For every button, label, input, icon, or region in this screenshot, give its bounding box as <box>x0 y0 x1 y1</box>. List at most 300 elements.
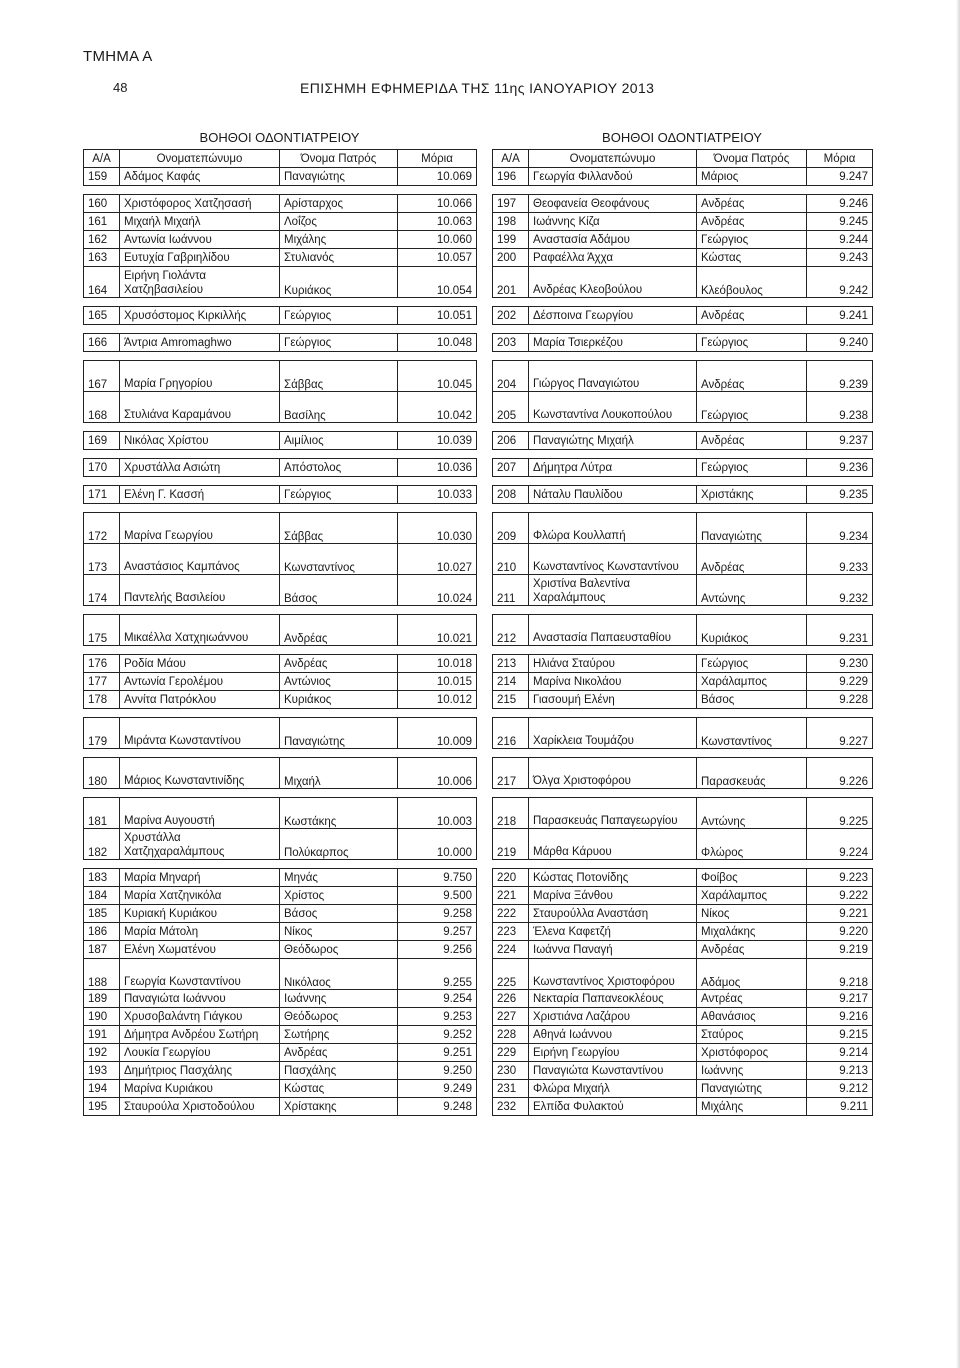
cell-aa: 173 <box>84 544 120 575</box>
cell-score: 10.069 <box>398 168 477 186</box>
row-spacer <box>493 423 873 432</box>
table-row <box>84 758 477 789</box>
header-aa: Α/Α <box>84 150 120 168</box>
table-row <box>493 361 873 392</box>
row-spacer <box>84 606 477 615</box>
cell-score: 9.257 <box>398 923 477 941</box>
table-row <box>493 213 873 231</box>
row-spacer-cell <box>493 749 873 758</box>
cell-aa: 170 <box>84 459 120 477</box>
cell-score: 9.256 <box>398 941 477 959</box>
cell-aa: 232 <box>493 1098 529 1116</box>
table-row <box>493 486 873 504</box>
cell-name: Δήμητρα Ανδρέου Σωτήρη <box>120 1026 280 1044</box>
cell-name: Μαρίνα Αυγουστή <box>120 798 280 829</box>
cell-score: 9.218 <box>807 959 873 990</box>
cell-score: 9.235 <box>807 486 873 504</box>
table-row <box>84 959 477 990</box>
left-table-caption: ΒΟΗΘΟΙ ΟΔΟΝΤΙΑΤΡΕΙΟΥ <box>199 130 360 145</box>
cell-aa: 182 <box>84 829 120 860</box>
cell-name: Έλενα Καφετζή <box>529 923 697 941</box>
cell-father: Κωνσταντίνος <box>697 718 807 749</box>
cell-score: 10.030 <box>398 513 477 544</box>
cell-father: Πολύκαρπος <box>280 829 398 860</box>
cell-aa: 178 <box>84 691 120 709</box>
cell-father: Αθανάσιος <box>697 1008 807 1026</box>
row-spacer-cell <box>493 477 873 486</box>
cell-name: Ροδία Μάου <box>120 655 280 673</box>
table-row <box>493 513 873 544</box>
cell-father: Φοίβος <box>697 869 807 887</box>
table-row <box>493 959 873 990</box>
cell-aa: 201 <box>493 267 529 298</box>
cell-aa: 189 <box>84 990 120 1008</box>
table-row <box>493 459 873 477</box>
table-row <box>84 923 477 941</box>
cell-name: Χρυσοβαλάντη Γιάγκου <box>120 1008 280 1026</box>
cell-name: Θεοφανεία Θεοφάνους <box>529 195 697 213</box>
cell-aa: 195 <box>84 1098 120 1116</box>
cell-father: Μιχαήλ <box>280 758 398 789</box>
cell-score: 9.241 <box>807 307 873 325</box>
cell-name: Μαρία Γρηγορίου <box>120 361 280 392</box>
cell-score: 9.232 <box>807 575 873 606</box>
cell-score: 10.060 <box>398 231 477 249</box>
cell-score: 10.063 <box>398 213 477 231</box>
cell-score: 10.051 <box>398 307 477 325</box>
cell-aa: 226 <box>493 990 529 1008</box>
cell-score: 9.240 <box>807 334 873 352</box>
table-row <box>493 307 873 325</box>
cell-aa: 215 <box>493 691 529 709</box>
cell-aa: 202 <box>493 307 529 325</box>
cell-father: Βασίλης <box>280 392 398 423</box>
row-spacer <box>84 477 477 486</box>
right-table-header-row <box>493 150 873 168</box>
cell-father: Κωστάκης <box>280 798 398 829</box>
cell-name: Ελπίδα Φυλακτού <box>529 1098 697 1116</box>
cell-father: Ανδρέας <box>697 432 807 450</box>
cell-aa: 228 <box>493 1026 529 1044</box>
cell-father: Απόστολος <box>280 459 398 477</box>
cell-aa: 175 <box>84 615 120 646</box>
cell-name: Μάρθα Κάρυου <box>529 829 697 860</box>
cell-aa: 207 <box>493 459 529 477</box>
cell-father: Αντώνης <box>697 575 807 606</box>
cell-score: 10.012 <box>398 691 477 709</box>
cell-aa: 214 <box>493 673 529 691</box>
cell-name: Λουκία Γεωργίου <box>120 1044 280 1062</box>
cell-aa: 194 <box>84 1080 120 1098</box>
cell-aa: 196 <box>493 168 529 186</box>
cell-aa: 161 <box>84 213 120 231</box>
row-spacer <box>84 860 477 869</box>
cell-name: Ελένη Γ. Κασσή <box>120 486 280 504</box>
cell-score: 9.250 <box>398 1062 477 1080</box>
cell-score: 10.054 <box>398 267 477 298</box>
table-row <box>84 615 477 646</box>
cell-name: Ιωάννης Κίζα <box>529 213 697 231</box>
cell-name: Γεωργία Κωνσταντίνου <box>120 959 280 990</box>
row-spacer <box>493 186 873 195</box>
cell-father: Βάσος <box>280 905 398 923</box>
table-row <box>493 887 873 905</box>
cell-father: Ανδρέας <box>697 307 807 325</box>
cell-score: 10.066 <box>398 195 477 213</box>
table-row <box>493 1044 873 1062</box>
cell-aa: 218 <box>493 798 529 829</box>
cell-aa: 177 <box>84 673 120 691</box>
table-row <box>84 905 477 923</box>
row-spacer-cell <box>493 504 873 513</box>
cell-aa: 216 <box>493 718 529 749</box>
row-spacer <box>493 450 873 459</box>
table-row <box>84 307 477 325</box>
left-table-header-row <box>84 150 477 168</box>
cell-score: 9.246 <box>807 195 873 213</box>
cell-father: Γεώργιος <box>697 392 807 423</box>
cell-score: 10.033 <box>398 486 477 504</box>
cell-aa: 165 <box>84 307 120 325</box>
cell-score: 9.211 <box>807 1098 873 1116</box>
cell-score: 9.224 <box>807 829 873 860</box>
cell-name: Ιωάννα Παναγή <box>529 941 697 959</box>
cell-name: Αντωνία Ιωάννου <box>120 231 280 249</box>
cell-score: 9.214 <box>807 1044 873 1062</box>
row-spacer-cell <box>493 423 873 432</box>
table-row <box>84 718 477 749</box>
cell-father: Γεώργιος <box>697 655 807 673</box>
cell-aa: 176 <box>84 655 120 673</box>
cell-name: Σταυρούλα Χριστοδούλου <box>120 1098 280 1116</box>
table-row <box>84 1026 477 1044</box>
cell-score: 10.027 <box>398 544 477 575</box>
table-row <box>493 392 873 423</box>
cell-score: 10.048 <box>398 334 477 352</box>
cell-score: 9.215 <box>807 1026 873 1044</box>
cell-aa: 213 <box>493 655 529 673</box>
row-spacer <box>493 860 873 869</box>
header-father: Όνομα Πατρός <box>280 150 398 168</box>
cell-father: Χαράλαμπος <box>697 887 807 905</box>
cell-score: 9.750 <box>398 869 477 887</box>
table-row <box>84 1044 477 1062</box>
cell-name: Κωνσταντίνα Λουκοπούλου <box>529 392 697 423</box>
cell-father: Σάββας <box>280 513 398 544</box>
table-row <box>84 544 477 575</box>
cell-name: Ευτυχία Γαβριηλίδου <box>120 249 280 267</box>
cell-name: Αναστασία Παπαευσταθίου <box>529 615 697 646</box>
table-row <box>493 249 873 267</box>
row-spacer <box>84 749 477 758</box>
cell-aa: 204 <box>493 361 529 392</box>
table-row <box>493 905 873 923</box>
cell-name: Χριστιάνα Λαζάρου <box>529 1008 697 1026</box>
cell-score: 9.255 <box>398 959 477 990</box>
table-row <box>493 195 873 213</box>
cell-name: Άντρια Amromaghwo <box>120 334 280 352</box>
cell-score: 10.018 <box>398 655 477 673</box>
cell-father: Κυριάκος <box>280 267 398 298</box>
row-spacer <box>493 352 873 361</box>
row-spacer <box>493 298 873 307</box>
cell-father: Κώστας <box>697 249 807 267</box>
row-spacer <box>493 646 873 655</box>
cell-score: 9.230 <box>807 655 873 673</box>
cell-father: Ανδρέας <box>697 195 807 213</box>
row-spacer <box>493 789 873 798</box>
cell-father: Νίκος <box>280 923 398 941</box>
cell-name: Ελένη Χωματένου <box>120 941 280 959</box>
header-father: Όνομα Πατρός <box>697 150 807 168</box>
cell-score: 9.253 <box>398 1008 477 1026</box>
cell-name: Ειρήνη Γεωργίου <box>529 1044 697 1062</box>
table-row <box>493 655 873 673</box>
table-row <box>84 213 477 231</box>
cell-father: Χρίστος <box>280 887 398 905</box>
cell-father: Βάσος <box>280 575 398 606</box>
cell-father: Ανδρέας <box>280 655 398 673</box>
table-row <box>493 267 873 298</box>
row-spacer-cell <box>84 325 477 334</box>
table-row <box>84 798 477 829</box>
cell-name: Παναγιώτης Μιχαήλ <box>529 432 697 450</box>
table-row <box>493 829 873 860</box>
cell-name: Μαρία Τσιερκέζου <box>529 334 697 352</box>
table-row <box>493 168 873 186</box>
cell-name: Αννίτα Πατρόκλου <box>120 691 280 709</box>
cell-name: Αντωνία Γερολέμου <box>120 673 280 691</box>
cell-score: 9.212 <box>807 1080 873 1098</box>
cell-father: Νίκος <box>697 905 807 923</box>
table-row <box>493 718 873 749</box>
row-spacer <box>84 646 477 655</box>
table-row <box>84 168 477 186</box>
cell-aa: 187 <box>84 941 120 959</box>
cell-aa: 205 <box>493 392 529 423</box>
table-row <box>493 673 873 691</box>
table-row <box>493 691 873 709</box>
table-row <box>84 1080 477 1098</box>
cell-name: Αδάμος Καφάς <box>120 168 280 186</box>
table-row <box>84 249 477 267</box>
cell-aa: 217 <box>493 758 529 789</box>
table-row <box>84 673 477 691</box>
cell-aa: 198 <box>493 213 529 231</box>
table-row <box>493 798 873 829</box>
cell-father: Σταύρος <box>697 1026 807 1044</box>
left-table-body <box>84 168 477 1116</box>
cell-aa: 179 <box>84 718 120 749</box>
cell-name: Κωνσταντίνος Χριστοφόρου <box>529 959 697 990</box>
table-row <box>84 869 477 887</box>
cell-aa: 219 <box>493 829 529 860</box>
table-row <box>493 615 873 646</box>
cell-score: 10.045 <box>398 361 477 392</box>
cell-aa: 230 <box>493 1062 529 1080</box>
cell-aa: 163 <box>84 249 120 267</box>
cell-name: Χρυστάλλα Ασιώτη <box>120 459 280 477</box>
cell-aa: 169 <box>84 432 120 450</box>
row-spacer-cell <box>493 606 873 615</box>
cell-score: 9.231 <box>807 615 873 646</box>
cell-score: 9.252 <box>398 1026 477 1044</box>
table-row <box>84 829 477 860</box>
cell-score: 9.242 <box>807 267 873 298</box>
cell-aa: 200 <box>493 249 529 267</box>
row-spacer <box>493 709 873 718</box>
cell-aa: 224 <box>493 941 529 959</box>
cell-name: Κωνσταντίνος Κωνσταντίνου <box>529 544 697 575</box>
row-spacer-cell <box>493 186 873 195</box>
cell-score: 9.237 <box>807 432 873 450</box>
cell-name: Δέσποινα Γεωργίου <box>529 307 697 325</box>
cell-aa: 186 <box>84 923 120 941</box>
row-spacer-cell <box>493 709 873 718</box>
cell-score: 9.251 <box>398 1044 477 1062</box>
cell-aa: 159 <box>84 168 120 186</box>
cell-father: Παναγιώτης <box>697 513 807 544</box>
cell-father: Βάσος <box>697 691 807 709</box>
cell-aa: 160 <box>84 195 120 213</box>
cell-score: 10.042 <box>398 392 477 423</box>
table-row <box>493 1062 873 1080</box>
cell-score: 10.039 <box>398 432 477 450</box>
cell-father: Χαράλαμπος <box>697 673 807 691</box>
left-table <box>83 149 477 1116</box>
cell-name: Χριστόφορος Χατζησασή <box>120 195 280 213</box>
cell-name: Νεκταρία Παπανεοκλέους <box>529 990 697 1008</box>
cell-name: Μάριος Κωνσταντινίδης <box>120 758 280 789</box>
table-row <box>84 459 477 477</box>
cell-score: 9.220 <box>807 923 873 941</box>
cell-name: Νάταλυ Παυλίδου <box>529 486 697 504</box>
cell-name: Φλώρα Μιχαήλ <box>529 1080 697 1098</box>
cell-father: Γεώργιος <box>280 334 398 352</box>
cell-name: Μαρία Χατζηνικόλα <box>120 887 280 905</box>
cell-name: Μαρίνα Ξάνθου <box>529 887 697 905</box>
cell-aa: 197 <box>493 195 529 213</box>
cell-name: Χριστίνα Βαλεντίνα Χαραλάμπους <box>529 575 697 606</box>
cell-aa: 171 <box>84 486 120 504</box>
cell-father: Αιμίλιος <box>280 432 398 450</box>
table-row <box>84 1008 477 1026</box>
row-spacer <box>84 423 477 432</box>
cell-name: Παναγιώτα Κωνσταντίνου <box>529 1062 697 1080</box>
row-spacer-cell <box>84 423 477 432</box>
cell-score: 9.249 <box>398 1080 477 1098</box>
table-row <box>493 941 873 959</box>
cell-aa: 229 <box>493 1044 529 1062</box>
table-row <box>493 231 873 249</box>
row-spacer-cell <box>84 504 477 513</box>
right-table <box>492 149 873 1116</box>
cell-name: Γεωργία Φιλλανδού <box>529 168 697 186</box>
cell-father: Γεώργιος <box>280 307 398 325</box>
cell-score: 9.243 <box>807 249 873 267</box>
cell-father: Παναγιώτης <box>280 718 398 749</box>
table-row <box>493 758 873 789</box>
cell-score: 9.500 <box>398 887 477 905</box>
row-spacer-cell <box>84 298 477 307</box>
table-row <box>493 869 873 887</box>
cell-score: 9.245 <box>807 213 873 231</box>
row-spacer-cell <box>84 646 477 655</box>
gazette-title: ΕΠΙΣΗΜΗ ΕΦΗΜΕΡΙΔΑ ΤΗΣ 11ης ΙΑΝΟΥΑΡΙΟΥ 2013 <box>300 80 655 96</box>
cell-father: Παρασκευάς <box>697 758 807 789</box>
cell-father: Γεώργιος <box>697 334 807 352</box>
cell-aa: 164 <box>84 267 120 298</box>
table-row <box>493 990 873 1008</box>
cell-score: 9.223 <box>807 869 873 887</box>
cell-aa: 191 <box>84 1026 120 1044</box>
cell-score: 9.247 <box>807 168 873 186</box>
cell-father: Παναγιώτης <box>697 1080 807 1098</box>
header-name: Ονοματεπώνυμο <box>529 150 697 168</box>
table-row <box>84 361 477 392</box>
row-spacer-cell <box>84 709 477 718</box>
scan-edge <box>956 0 960 1368</box>
table-row <box>84 392 477 423</box>
cell-name: Χρυσόστομος Κιρκιλλής <box>120 307 280 325</box>
cell-father: Γεώργιος <box>697 459 807 477</box>
cell-father: Παναγιώτης <box>280 168 398 186</box>
cell-aa: 225 <box>493 959 529 990</box>
cell-name: Ειρήνη Γιολάντα Χατζηβασιλείου <box>120 267 280 298</box>
cell-aa: 210 <box>493 544 529 575</box>
cell-score: 9.216 <box>807 1008 873 1026</box>
cell-aa: 181 <box>84 798 120 829</box>
row-spacer <box>493 477 873 486</box>
cell-aa: 190 <box>84 1008 120 1026</box>
row-spacer <box>84 298 477 307</box>
table-row <box>493 1080 873 1098</box>
row-spacer <box>493 606 873 615</box>
cell-aa: 227 <box>493 1008 529 1026</box>
cell-name: Παρασκευάς Παπαγεωργίου <box>529 798 697 829</box>
cell-father: Κυριάκος <box>280 691 398 709</box>
cell-score: 10.003 <box>398 798 477 829</box>
row-spacer-cell <box>493 325 873 334</box>
cell-aa: 220 <box>493 869 529 887</box>
cell-score: 10.009 <box>398 718 477 749</box>
cell-name: Γιώργος Παναγιώτου <box>529 361 697 392</box>
cell-score: 9.225 <box>807 798 873 829</box>
cell-score: 10.015 <box>398 673 477 691</box>
cell-score: 9.258 <box>398 905 477 923</box>
row-spacer-cell <box>84 352 477 361</box>
right-table-block <box>492 127 872 1116</box>
table-row <box>84 195 477 213</box>
header-aa: Α/Α <box>493 150 529 168</box>
row-spacer <box>84 789 477 798</box>
cell-father: Μιχαλάκης <box>697 923 807 941</box>
table-row <box>493 575 873 606</box>
cell-score: 10.057 <box>398 249 477 267</box>
cell-father: Αδάμος <box>697 959 807 990</box>
cell-father: Χριστάκης <box>697 486 807 504</box>
cell-name: Γιασουμή Ελένη <box>529 691 697 709</box>
table-row <box>493 544 873 575</box>
cell-father: Ανδρέας <box>697 213 807 231</box>
cell-aa: 185 <box>84 905 120 923</box>
row-spacer-cell <box>84 477 477 486</box>
table-row <box>84 655 477 673</box>
cell-name: Παναγιώτα Ιωάννου <box>120 990 280 1008</box>
row-spacer-cell <box>84 789 477 798</box>
cell-aa: 174 <box>84 575 120 606</box>
cell-name: Δημήτριος Πασχάλης <box>120 1062 280 1080</box>
